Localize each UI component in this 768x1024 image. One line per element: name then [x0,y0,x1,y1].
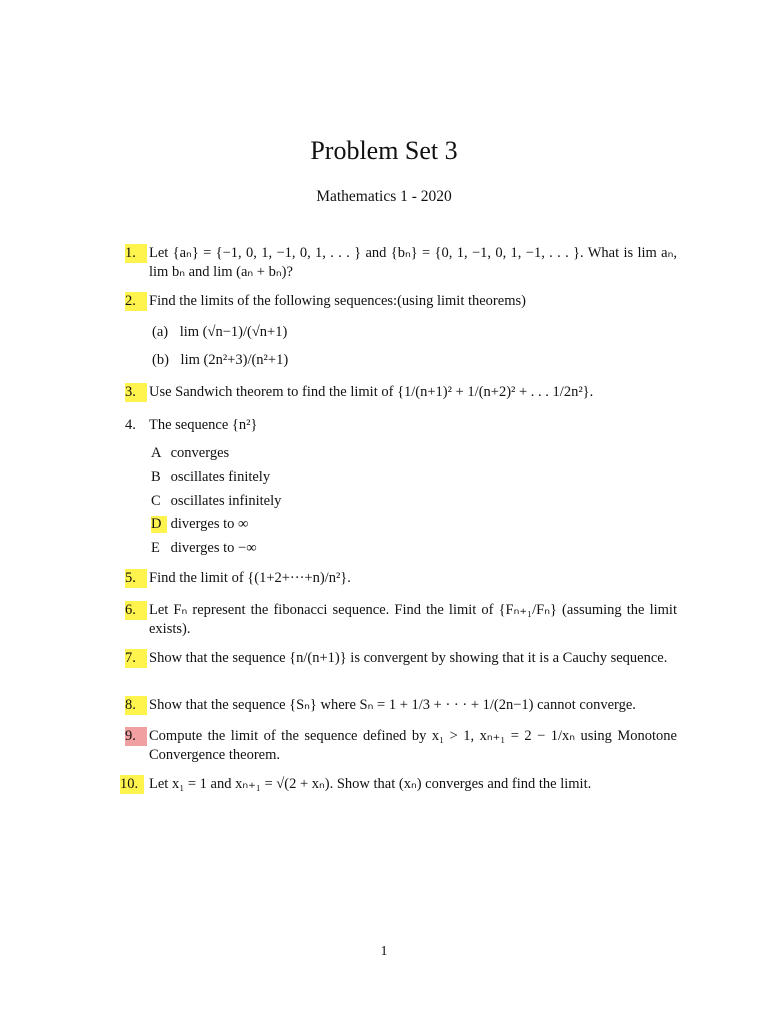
problem-1 [125,244,677,282]
choice-d [151,516,248,533]
problem-4 [125,416,677,435]
problem-number: 5. [125,569,147,588]
problem-text: Let {aₙ} = {−1, 0, 1, −1, 0, 1, . . . } and {bₙ} = {0, 1, −1, 0, 1, −1, . . . }. What is lim aₙ, lim bₙ and lim (aₙ + bₙ)? [149,245,677,280]
subpart-a [152,324,287,341]
problem-7 [125,649,677,668]
problem-number: 7. [125,649,147,668]
choice-text: diverges to ∞ [170,516,249,532]
choice-text: oscillates finitely [170,469,271,485]
choice-letter: C [151,493,161,509]
choice-text: converges [170,445,230,461]
problem-text: Show that the sequence {n/(n+1)} is convergent by showing that it is a Cauchy sequence. [149,650,668,666]
subpart-text: lim (√n−1)/(√n+1) [179,324,288,340]
subpart-label: (b) [152,352,169,368]
choice-a [151,445,229,462]
choice-text: oscillates infinitely [170,493,282,509]
problem-text: Show that the sequence {Sₙ} where Sₙ = 1 + 1/3 + · · · + 1/(2n−1) cannot converge. [149,697,636,713]
choice-b [151,469,270,486]
problem-number: 8. [125,696,147,715]
subpart-b [152,352,288,369]
problem-10 [120,775,677,794]
problem-text: Compute the limit of the sequence defined by x₁ > 1, xₙ₊₁ = 2 − 1/xₙ using Monotone Convergence theorem. [149,728,677,763]
problem-5 [125,569,677,588]
problem-text: Find the limits of the following sequences:(using limit theorems) [149,293,526,309]
choice-letter: D [151,516,167,533]
choice-text: diverges to −∞ [170,540,257,556]
problem-8 [125,696,677,715]
problem-2 [125,292,677,311]
problem-3 [125,383,677,402]
problem-number: 10. [120,775,144,794]
problem-text: Let Fₙ represent the fibonacci sequence. Find the limit of {Fₙ₊₁/Fₙ} (assuming the limit exists). [149,602,677,637]
problem-text: Let x₁ = 1 and xₙ₊₁ = √(2 + xₙ). Show that (xₙ) converges and find the limit. [149,776,592,792]
problem-number: 2. [125,292,147,311]
page-title: Problem Set 3 [310,136,458,165]
problem-6 [125,601,677,639]
choice-letter: E [151,540,160,556]
problem-number: 9. [125,727,147,746]
problem-number: 6. [125,601,147,620]
choice-letter: A [151,445,162,461]
problem-text: The sequence {n²} [149,417,258,433]
choice-letter: B [151,469,161,485]
problem-number: 3. [125,383,147,402]
problem-number: 4. [125,417,136,433]
subpart-label: (a) [152,324,169,340]
choice-e [151,540,257,557]
choice-c [151,493,281,510]
page-number: 1 [380,944,388,959]
subpart-text: lim (2n²+3)/(n²+1) [180,352,289,368]
problem-number: 1. [125,244,147,263]
problem-text: Use Sandwich theorem to find the limit of {1/(n+1)² + 1/(n+2)² + . . . 1/2n²}. [149,384,594,400]
problem-9 [125,727,677,765]
page-subtitle: Mathematics 1 - 2020 [316,188,452,205]
problem-text: Find the limit of {(1+2+···+n)/n²}. [149,570,351,586]
